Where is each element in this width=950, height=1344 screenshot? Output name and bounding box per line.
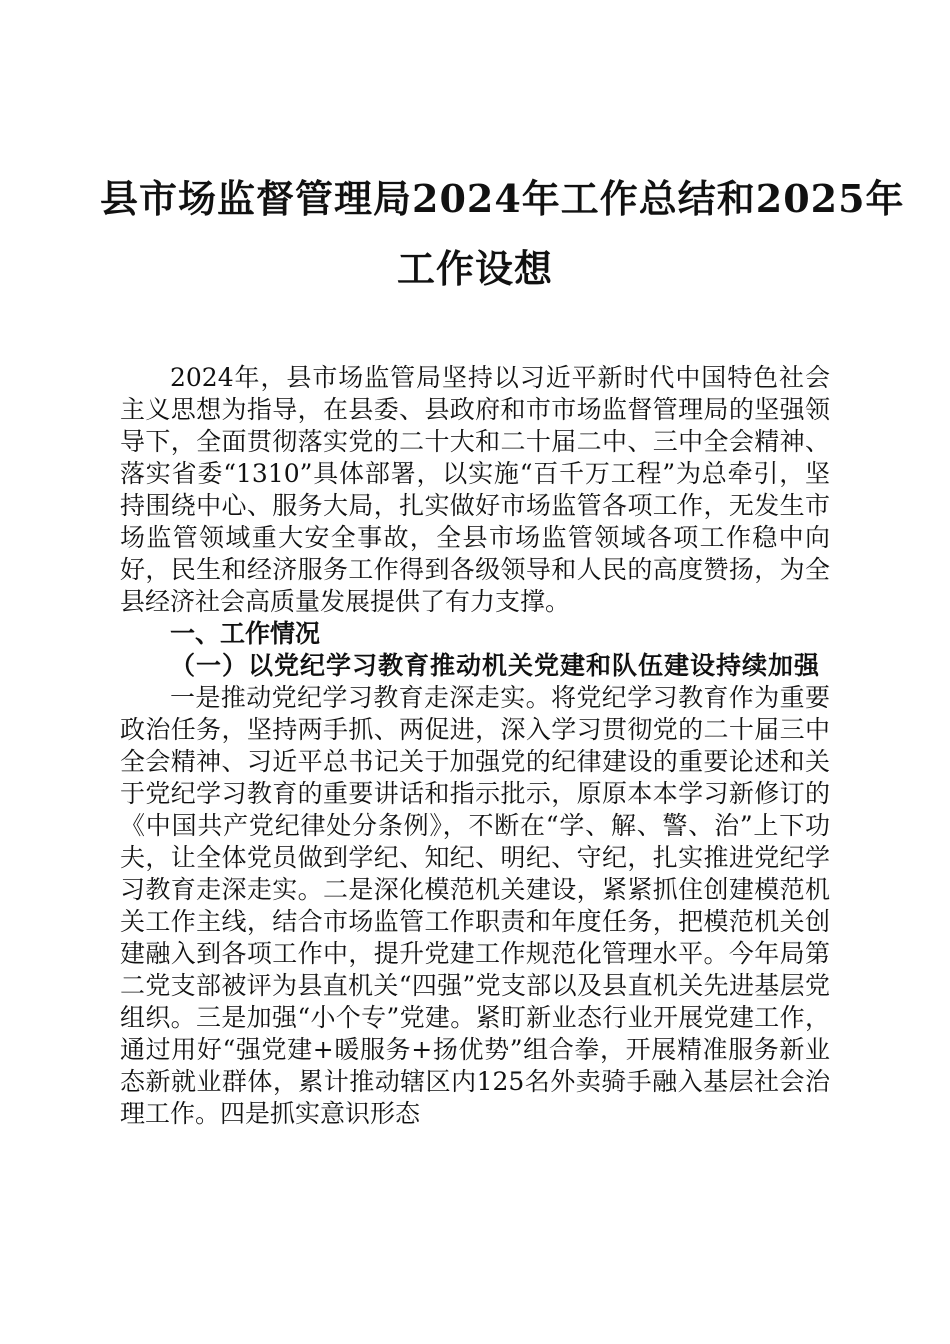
document-title-line-2: 工作设想	[396, 246, 553, 291]
subsection-heading: （一）以党纪学习教育推动机关党建和队伍建设持续加强	[170, 651, 821, 680]
document-title-line-1: 县市场监督管理局2024年工作总结和2025年	[100, 176, 905, 221]
intro-paragraph: 2024年，县市场监管局坚持以习近平新时代中国特色社会主义思想为指导，在县委、县政府和市市场监督管理局的坚强领导下，全面贯彻落实党的二十大和二十届二中、三中全会精神、落实省委“1310”具体部署，以实施“百千万工程”为总牵引，坚持围绕中心、服务大局，扎实做好市场监管各项工作，无发生市场监管领域重大安全事故，全县市场监管领域各项工作稳中向好，民生和经济服务工作得到各级领导和人民的高度赞扬，为全县经济社会高质量发展提供了有力支撑。	[120, 363, 830, 616]
section-heading: 一、工作情况	[170, 619, 321, 648]
body-paragraph: 一是推动党纪学习教育走深走实。将党纪学习教育作为重要政治任务，坚持两手抓、两促进，深入学习贯彻党的二十届三中全会精神、习近平总书记关于加强党的纪律建设的重要论述和关于党纪学习教育的重要讲话和指示批示，原原本本学习新修订的《中国共产党纪律处分条例》，不断在“学、解、警、治”上下功夫，让全体党员做到学纪、知纪、明纪、守纪，扎实推进党纪学习教育走深走实。二是深化模范机关建设，紧紧抓住创建模范机关工作主线，结合市场监管工作职责和年度任务，把模范机关创建融入到各项工作中，提升党建工作规范化管理水平。今年局第二党支部被评为县直机关“四强”党支部以及县直机关先进基层党组织。三是加强“小个专”党建。紧盯新业态行业开展党建工作，通过用好“强党建+暖服务+扬优势”组合拳，开展精准服务新业态新就业群体，累计推动辖区内125名外卖骑手融入基层社会治理工作。四是抓实意识形态	[120, 683, 830, 1128]
document-body	[120, 362, 830, 1130]
